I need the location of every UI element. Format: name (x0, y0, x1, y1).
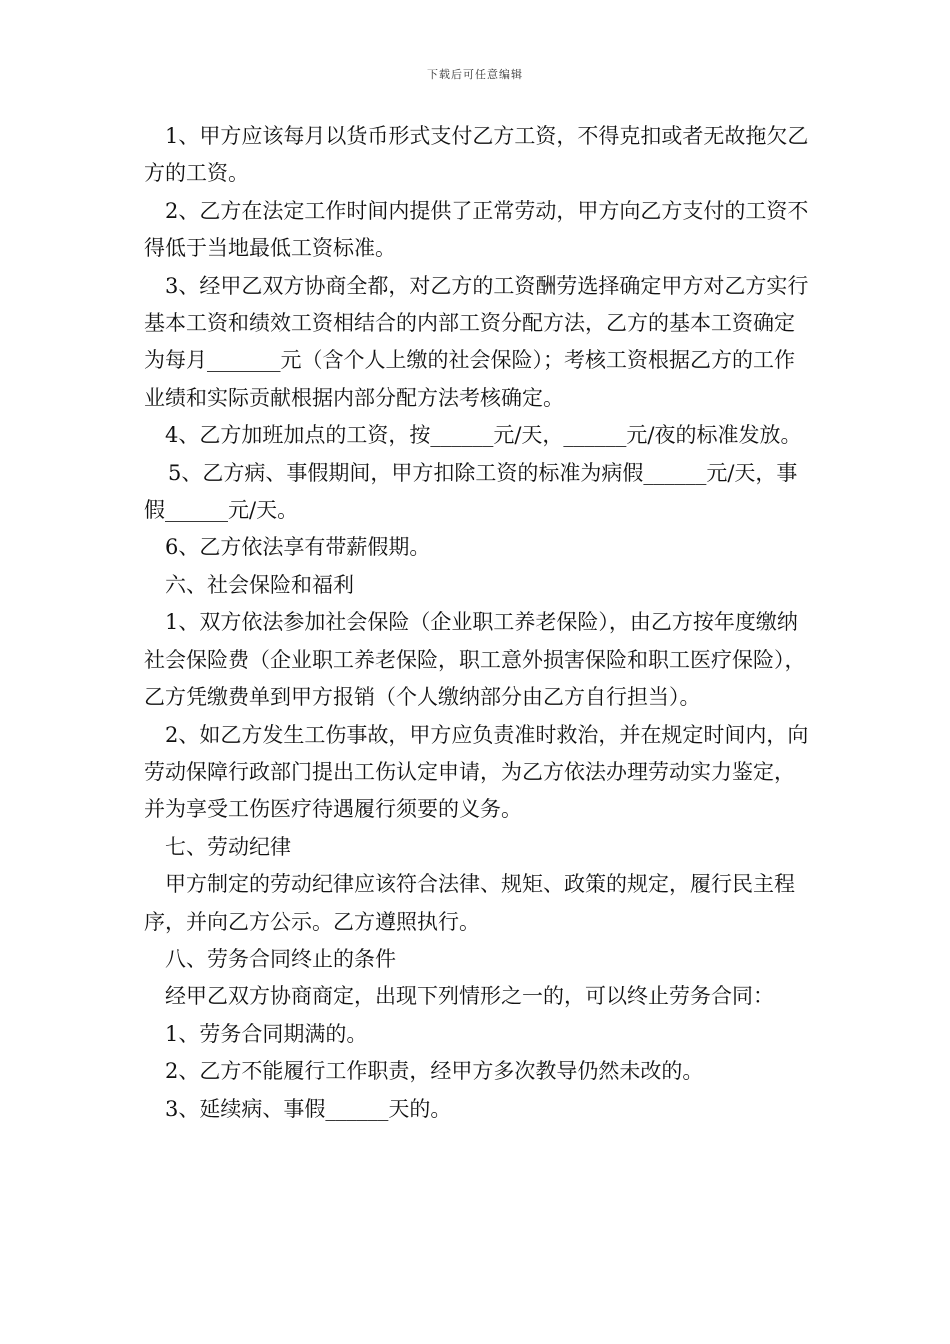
section-heading-labor-discipline: 七、劳动纪律 (165, 834, 291, 859)
paragraph-wage-payment: 1、甲方应该每月以货币形式支付乙方工资，不得克扣或者无故拖欠乙方的工资。 (144, 124, 809, 186)
paragraph-paid-leave: 6、乙方依法享有带薪假期。 (165, 535, 431, 560)
paragraph-minimum-wage: 2、乙方在法定工作时间内提供了正常劳动，甲方向乙方支付的工资不得低于当地最低工资标准。 (144, 198, 809, 261)
list-item-duty-failure: 2、乙方不能履行工作职责，经甲方多次教导仍然未改的。 (165, 1059, 704, 1084)
list-item-extended-leave: 3、延续病、事假______天的。 (165, 1096, 452, 1121)
paragraph-insurance-participation: 1、双方依法参加社会保险（企业职工养老保险），由乙方按年度缴纳社会保险费（企业职工养老保险，职工意外损害保险和职工医疗保险），乙方凭缴费单到甲方报销（个人缴纳部分由乙方自行担当）。 (144, 610, 806, 710)
paragraph-labor-discipline: 甲方制定的劳动纪律应该符合法律、规矩、政策的规定，履行民主程序，并向乙方公示。乙方遵照执行。 (144, 872, 795, 934)
document-body (144, 118, 812, 1128)
paragraph-wage-structure: 3、经甲乙双方协商全都，对乙方的工资酬劳选择确定甲方对乙方实行基本工资和绩效工资相结合的内部工资分配方法，乙方的基本工资确定为每月_______元（含个人上缴的社会保险）；考核工资根据乙方的工作业绩和实际贡献根据内部分配方法考核确定。 (144, 273, 809, 410)
paragraph-work-injury: 2、如乙方发生工伤事故，甲方应负责准时救治，并在规定时间内，向劳动保障行政部门提出工伤认定申请，为乙方依法办理劳动实力鉴定，并为享受工伤医疗待遇履行须要的义务。 (144, 722, 809, 822)
paragraph-overtime-pay: 4、乙方加班加点的工资，按______元/天，______元/夜的标准发放。 (165, 423, 802, 448)
section-heading-termination: 八、劳务合同终止的条件 (165, 946, 396, 971)
paragraph-leave-deduction: 5、乙方病、事假期间，甲方扣除工资的标准为病假______元/天，事假______元/天。 (144, 460, 798, 523)
section-heading-social-insurance: 六、社会保险和福利 (165, 572, 354, 597)
page-header: 下载后可任意编辑 (427, 68, 523, 81)
list-item-contract-expired: 1、劳务合同期满的。 (165, 1021, 368, 1046)
paragraph-termination-intro: 经甲乙双方协商商定，出现下列情形之一的，可以终止劳务合同： (165, 984, 774, 1009)
